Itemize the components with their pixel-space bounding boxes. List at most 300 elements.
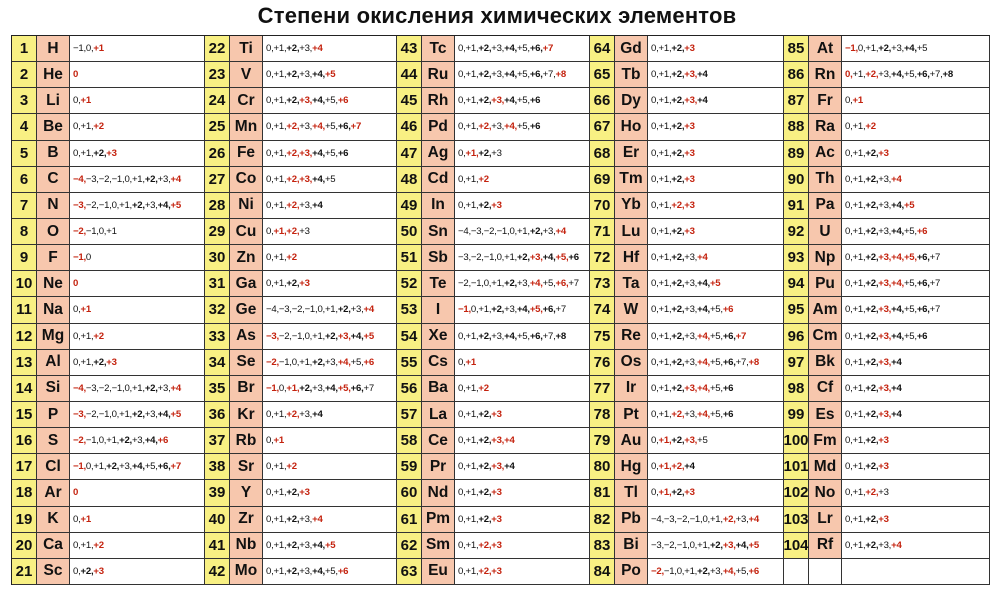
atomic-number: 58 xyxy=(397,428,422,454)
oxidation-state: +1 xyxy=(80,95,91,107)
oxidation-states xyxy=(648,88,784,114)
oxidation-state: −1, xyxy=(278,356,292,368)
oxidation-state: 0, xyxy=(651,278,659,290)
oxidation-state: 0, xyxy=(266,539,274,551)
oxidation-states xyxy=(455,376,590,402)
oxidation-state: +4 xyxy=(891,539,902,551)
atomic-number: 61 xyxy=(397,507,422,533)
element-row xyxy=(12,324,205,350)
element-symbol: Li xyxy=(37,88,70,114)
oxidation-state: +1, xyxy=(273,487,287,499)
oxidation-state: 0, xyxy=(458,435,466,447)
oxidation-state: 0 xyxy=(73,69,79,81)
oxidation-states xyxy=(70,36,205,62)
oxidation-state: +4 xyxy=(170,173,181,185)
oxidation-state: 0, xyxy=(845,121,853,133)
element-row xyxy=(590,559,784,585)
oxidation-state: +4, xyxy=(312,69,325,81)
oxidation-state: 0, xyxy=(651,147,659,159)
oxidation-state: +2, xyxy=(709,539,723,551)
atomic-number: 91 xyxy=(784,193,809,219)
oxidation-state: +1, xyxy=(312,330,325,342)
atomic-number: 45 xyxy=(397,88,422,114)
oxidation-states xyxy=(263,480,397,506)
element-symbol: Md xyxy=(809,454,842,480)
oxidation-state: +2, xyxy=(478,43,492,55)
element-symbol: Rf xyxy=(809,533,842,559)
oxidation-states xyxy=(70,88,205,114)
oxidation-state: 0, xyxy=(651,356,659,368)
oxidation-state: +2, xyxy=(478,435,492,447)
oxidation-state: +3 xyxy=(106,147,117,159)
oxidation-state: +4, xyxy=(144,435,158,447)
atomic-number: 86 xyxy=(784,62,809,88)
oxidation-state: +3, xyxy=(312,382,325,394)
element-symbol: Kr xyxy=(230,402,263,428)
oxidation-state: 0, xyxy=(845,69,853,81)
oxidation-states xyxy=(70,559,205,585)
oxidation-state: +1 xyxy=(273,435,284,447)
element-symbol: Sm xyxy=(422,533,455,559)
oxidation-state: +1, xyxy=(299,356,313,368)
oxidation-state: −2, xyxy=(85,409,99,421)
oxidation-states xyxy=(648,428,784,454)
oxidation-state: 0, xyxy=(651,330,659,342)
oxidation-state: +2, xyxy=(865,199,879,211)
oxidation-state: +4, xyxy=(157,409,171,421)
oxidation-state: 0, xyxy=(266,278,274,290)
oxidation-state: −1, xyxy=(458,304,471,316)
oxidation-state: +3, xyxy=(299,43,313,55)
oxidation-state: 0, xyxy=(651,95,659,107)
oxidation-state: 0, xyxy=(73,304,81,316)
element-symbol: Be xyxy=(37,114,70,140)
oxidation-state: +4, xyxy=(735,539,749,551)
oxidation-state: +5 xyxy=(324,539,336,551)
element-symbol: Bi xyxy=(615,533,648,559)
oxidation-state: 0, xyxy=(458,95,466,107)
oxidation-state: +4 xyxy=(312,513,323,525)
atomic-number: 85 xyxy=(784,36,809,62)
oxidation-state: +2, xyxy=(529,226,543,238)
element-symbol: Ag xyxy=(422,141,455,167)
oxidation-states xyxy=(455,428,590,454)
element-row xyxy=(205,219,397,245)
oxidation-state: +5, xyxy=(324,95,338,107)
oxidation-state: +4, xyxy=(312,95,325,107)
oxidation-state: +3 xyxy=(491,199,502,211)
oxidation-states xyxy=(842,350,990,376)
oxidation-states xyxy=(70,114,205,140)
element-row xyxy=(12,559,205,585)
atomic-number: 62 xyxy=(397,533,422,559)
oxidation-state: +4 xyxy=(891,382,902,394)
oxidation-state: 0, xyxy=(266,121,274,133)
oxidation-state: +1, xyxy=(273,565,287,577)
atomic-number: 29 xyxy=(205,219,230,245)
oxidation-state: +4, xyxy=(903,43,917,55)
element-symbol: Na xyxy=(37,297,70,323)
atomic-number: 79 xyxy=(590,428,615,454)
atomic-number: 46 xyxy=(397,114,422,140)
oxidation-state: −1, xyxy=(111,173,125,185)
oxidation-state: +3 xyxy=(878,487,889,499)
oxidation-state: +5, xyxy=(735,565,749,577)
oxidation-state: 0, xyxy=(458,487,466,499)
oxidation-state: 0, xyxy=(73,356,81,368)
oxidation-state: +6, xyxy=(916,304,930,316)
element-symbol: Xe xyxy=(422,324,455,350)
oxidation-state: +1, xyxy=(658,69,672,81)
oxidation-state: 0, xyxy=(651,435,659,447)
oxidation-states xyxy=(648,62,784,88)
oxidation-state: +4 xyxy=(684,461,695,473)
oxidation-state: +2, xyxy=(697,565,710,577)
oxidation-state: +6, xyxy=(916,278,930,290)
oxidation-state: +2, xyxy=(671,382,685,394)
element-row xyxy=(784,245,990,271)
atomic-number: 30 xyxy=(205,245,230,271)
atomic-number: 25 xyxy=(205,114,230,140)
oxidation-state: +3, xyxy=(878,382,892,394)
oxidation-state: +5, xyxy=(903,226,917,238)
oxidation-state: +1, xyxy=(465,382,479,394)
oxidation-state: 0, xyxy=(509,226,517,238)
oxidation-state: +4, xyxy=(350,330,364,342)
element-symbol: Au xyxy=(615,428,648,454)
oxidation-state: +3, xyxy=(324,356,338,368)
oxidation-state: +4, xyxy=(891,330,904,342)
oxidation-states xyxy=(263,533,397,559)
atomic-number: 6 xyxy=(12,167,37,193)
oxidation-state: +2, xyxy=(671,173,685,185)
oxidation-state: +3, xyxy=(491,43,505,55)
oxidation-states xyxy=(263,271,397,297)
oxidation-state: +4, xyxy=(312,147,325,159)
oxidation-state: 0, xyxy=(85,461,94,473)
atomic-number: 73 xyxy=(590,271,615,297)
atomic-number: 24 xyxy=(205,88,230,114)
oxidation-state: 0, xyxy=(651,199,659,211)
oxidation-state: +1, xyxy=(80,121,94,133)
atomic-number xyxy=(784,559,809,585)
oxidation-state: 0, xyxy=(845,173,853,185)
element-row xyxy=(397,167,590,193)
oxidation-state: 0, xyxy=(458,409,466,421)
element-symbol: Rb xyxy=(230,428,263,454)
oxidation-state: 0, xyxy=(317,304,325,316)
oxidation-state: +2, xyxy=(286,173,300,185)
element-symbol: Fm xyxy=(809,428,842,454)
atomic-number: 88 xyxy=(784,114,809,140)
oxidation-state: 0, xyxy=(483,278,492,290)
element-symbol: Nd xyxy=(422,480,455,506)
element-row xyxy=(12,376,205,402)
oxidation-state: +2, xyxy=(286,278,300,290)
element-row xyxy=(205,141,397,167)
oxidation-states xyxy=(263,428,397,454)
oxidation-state: +3, xyxy=(299,409,313,421)
oxidation-state: +2, xyxy=(478,147,492,159)
oxidation-state: +3, xyxy=(722,539,736,551)
oxidation-state: +5, xyxy=(516,43,530,55)
oxidation-state: +4 xyxy=(748,513,759,525)
element-row xyxy=(12,428,205,454)
element-row xyxy=(12,193,205,219)
oxidation-state: +6, xyxy=(542,304,556,316)
oxidation-state: +2, xyxy=(865,69,879,81)
element-symbol: Hg xyxy=(615,454,648,480)
element-row xyxy=(12,271,205,297)
element-row xyxy=(590,428,784,454)
oxidation-state: +2, xyxy=(865,226,879,238)
oxidation-state: +2 xyxy=(93,121,104,133)
oxidation-state: +6 xyxy=(568,252,579,264)
element-row xyxy=(784,167,990,193)
oxidation-state: −1, xyxy=(73,43,86,55)
oxidation-state: +2, xyxy=(865,356,879,368)
oxidation-states xyxy=(648,297,784,323)
oxidation-state: +6 xyxy=(722,382,734,394)
oxidation-state: +1, xyxy=(852,278,866,290)
oxidation-state: +2, xyxy=(106,461,120,473)
oxidation-state: −1, xyxy=(73,461,86,473)
oxidation-state: +3, xyxy=(735,513,749,525)
oxidation-state: +1, xyxy=(658,382,672,394)
oxidation-states xyxy=(455,559,590,585)
oxidation-state: +2 xyxy=(93,330,104,342)
oxidation-state: +1, xyxy=(273,461,287,473)
element-row xyxy=(397,141,590,167)
oxidation-state: +1, xyxy=(478,304,492,316)
oxidation-state: +3, xyxy=(491,461,505,473)
oxidation-state: +1, xyxy=(465,173,479,185)
element-row xyxy=(205,376,397,402)
oxidation-state: +2, xyxy=(671,435,685,447)
element-symbol: Rn xyxy=(809,62,842,88)
oxidation-state: +4, xyxy=(504,330,517,342)
element-symbol: Sn xyxy=(422,219,455,245)
oxidation-state: +3, xyxy=(299,69,313,81)
oxidation-state: 0, xyxy=(845,95,853,107)
oxidation-state: 0, xyxy=(278,382,287,394)
oxidation-state: 0, xyxy=(266,43,274,55)
oxidation-state: +2, xyxy=(671,95,685,107)
oxidation-state: +4, xyxy=(337,356,351,368)
oxidation-state: +2, xyxy=(671,121,685,133)
oxidation-state: 0, xyxy=(266,409,274,421)
element-row xyxy=(397,533,590,559)
atomic-number: 92 xyxy=(784,219,809,245)
atomic-number: 23 xyxy=(205,62,230,88)
oxidation-state: 0, xyxy=(651,69,659,81)
oxidation-state: +1, xyxy=(465,513,479,525)
oxidation-state: +3, xyxy=(878,539,892,551)
element-row xyxy=(397,271,590,297)
element-row xyxy=(12,350,205,376)
oxidation-state: +4, xyxy=(504,95,517,107)
element-symbol: Re xyxy=(615,324,648,350)
atomic-number: 9 xyxy=(12,245,37,271)
oxidation-state: 0, xyxy=(845,487,853,499)
oxidation-state: +3 xyxy=(491,487,502,499)
oxidation-states xyxy=(263,376,397,402)
oxidation-state: 0, xyxy=(651,409,659,421)
oxidation-states xyxy=(842,271,990,297)
element-symbol: N xyxy=(37,193,70,219)
element-symbol: Ta xyxy=(615,271,648,297)
oxidation-state: +3, xyxy=(684,409,698,421)
element-row xyxy=(784,350,990,376)
oxidation-state: +1, xyxy=(465,69,479,81)
oxidation-state: +2, xyxy=(865,461,879,473)
oxidation-state: +1, xyxy=(273,69,287,81)
oxidation-state: +7 xyxy=(929,304,941,316)
oxidation-state: +4, xyxy=(542,252,556,264)
element-symbol: Lr xyxy=(809,507,842,533)
oxidation-states xyxy=(70,141,205,167)
oxidation-state: 0, xyxy=(651,461,659,473)
oxidation-states xyxy=(842,454,990,480)
oxidation-state: +3 xyxy=(878,435,889,447)
element-row xyxy=(784,114,990,140)
oxidation-states xyxy=(842,36,990,62)
atomic-number: 94 xyxy=(784,271,809,297)
element-symbol: Tl xyxy=(615,480,648,506)
oxidation-states xyxy=(648,350,784,376)
element-row xyxy=(784,141,990,167)
oxidation-state: +2, xyxy=(93,147,107,159)
oxidation-state: +2, xyxy=(865,513,879,525)
oxidation-state: +2 xyxy=(286,252,297,264)
oxidation-state: +2 xyxy=(286,461,297,473)
element-symbol: Ir xyxy=(615,376,648,402)
oxidation-states xyxy=(842,219,990,245)
atomic-number: 38 xyxy=(205,454,230,480)
oxidation-state: +6, xyxy=(529,330,543,342)
oxidation-state: +1, xyxy=(852,121,866,133)
oxidation-state: +2, xyxy=(119,435,132,447)
oxidation-state: −3, xyxy=(278,304,292,316)
oxidation-state: −3, xyxy=(651,539,664,551)
oxidation-state: −3, xyxy=(85,173,99,185)
atomic-number: 81 xyxy=(590,480,615,506)
element-row xyxy=(205,193,397,219)
oxidation-state: −2, xyxy=(278,330,292,342)
oxidation-state: +7, xyxy=(542,69,556,81)
oxidation-state: +1, xyxy=(286,382,300,394)
oxidation-state: 0, xyxy=(845,435,853,447)
oxidation-state: +5, xyxy=(516,330,530,342)
oxidation-state: +5, xyxy=(324,121,338,133)
element-symbol: Sc xyxy=(37,559,70,585)
element-row xyxy=(590,376,784,402)
oxidation-state: +3, xyxy=(542,226,556,238)
element-row xyxy=(397,245,590,271)
oxidation-state: +1, xyxy=(658,435,672,447)
element-row xyxy=(590,507,784,533)
oxidation-state: +4 xyxy=(891,409,902,421)
element-row xyxy=(205,36,397,62)
oxidation-state: −2, xyxy=(98,382,112,394)
oxidation-state: 0, xyxy=(458,330,466,342)
oxidation-state: +1, xyxy=(658,487,672,499)
oxidation-state: +5 xyxy=(709,278,721,290)
oxidation-state: +4, xyxy=(504,121,517,133)
oxidation-state: +1, xyxy=(273,513,287,525)
oxidation-state: +1, xyxy=(273,147,287,159)
element-symbol: Ce xyxy=(422,428,455,454)
oxidation-state: +5, xyxy=(324,147,338,159)
oxidation-state: +1, xyxy=(658,147,672,159)
atomic-number: 35 xyxy=(205,376,230,402)
oxidation-states xyxy=(842,62,990,88)
oxidation-state: +3, xyxy=(157,382,171,394)
element-row xyxy=(205,428,397,454)
oxidation-state: +4 xyxy=(697,69,708,81)
oxidation-state: +1, xyxy=(865,43,879,55)
oxidation-state: 0, xyxy=(845,356,853,368)
oxidation-state: −1, xyxy=(483,252,497,264)
atomic-number: 67 xyxy=(590,114,615,140)
atomic-number: 5 xyxy=(12,141,37,167)
oxidation-state: +5 xyxy=(170,409,181,421)
oxidation-state: +4, xyxy=(312,565,325,577)
oxidation-state: 0, xyxy=(845,147,853,159)
oxidation-states xyxy=(70,428,205,454)
oxidation-state: +4, xyxy=(891,304,904,316)
atomic-number: 100 xyxy=(784,428,809,454)
oxidation-states xyxy=(842,167,990,193)
element-symbol: Si xyxy=(37,376,70,402)
oxidation-state: +2, xyxy=(286,565,300,577)
oxidation-state: +4, xyxy=(529,278,543,290)
oxidation-state: +2, xyxy=(131,409,145,421)
oxidation-state: 0, xyxy=(676,565,685,577)
oxidation-state: +4, xyxy=(312,539,325,551)
atomic-number: 104 xyxy=(784,533,809,559)
oxidation-state: +1, xyxy=(504,252,517,264)
oxidation-states xyxy=(648,324,784,350)
oxidation-state: 0, xyxy=(458,461,466,473)
oxidation-state: 0, xyxy=(651,252,659,264)
atomic-number: 71 xyxy=(590,219,615,245)
oxidation-state: +4 xyxy=(504,461,515,473)
oxidation-states xyxy=(70,533,205,559)
oxidation-state: 0, xyxy=(845,461,853,473)
oxidation-states xyxy=(263,141,397,167)
oxidation-state: +1, xyxy=(273,95,287,107)
element-row xyxy=(590,36,784,62)
oxidation-state: +3, xyxy=(878,356,892,368)
element-symbol: Ni xyxy=(230,193,263,219)
atomic-number: 8 xyxy=(12,219,37,245)
oxidation-state: +6, xyxy=(529,43,543,55)
oxidation-state: 0, xyxy=(845,226,853,238)
atomic-number: 78 xyxy=(590,402,615,428)
atomic-number: 14 xyxy=(12,376,37,402)
atomic-number: 27 xyxy=(205,167,230,193)
oxidation-state: +1, xyxy=(658,199,672,211)
oxidation-states xyxy=(263,114,397,140)
atomic-number: 26 xyxy=(205,141,230,167)
oxidation-state: −4, xyxy=(651,513,664,525)
element-row xyxy=(205,533,397,559)
oxidation-state: +2, xyxy=(286,43,300,55)
oxidation-state: +4, xyxy=(697,304,710,316)
element-row xyxy=(397,36,590,62)
oxidation-state: +4, xyxy=(891,226,904,238)
